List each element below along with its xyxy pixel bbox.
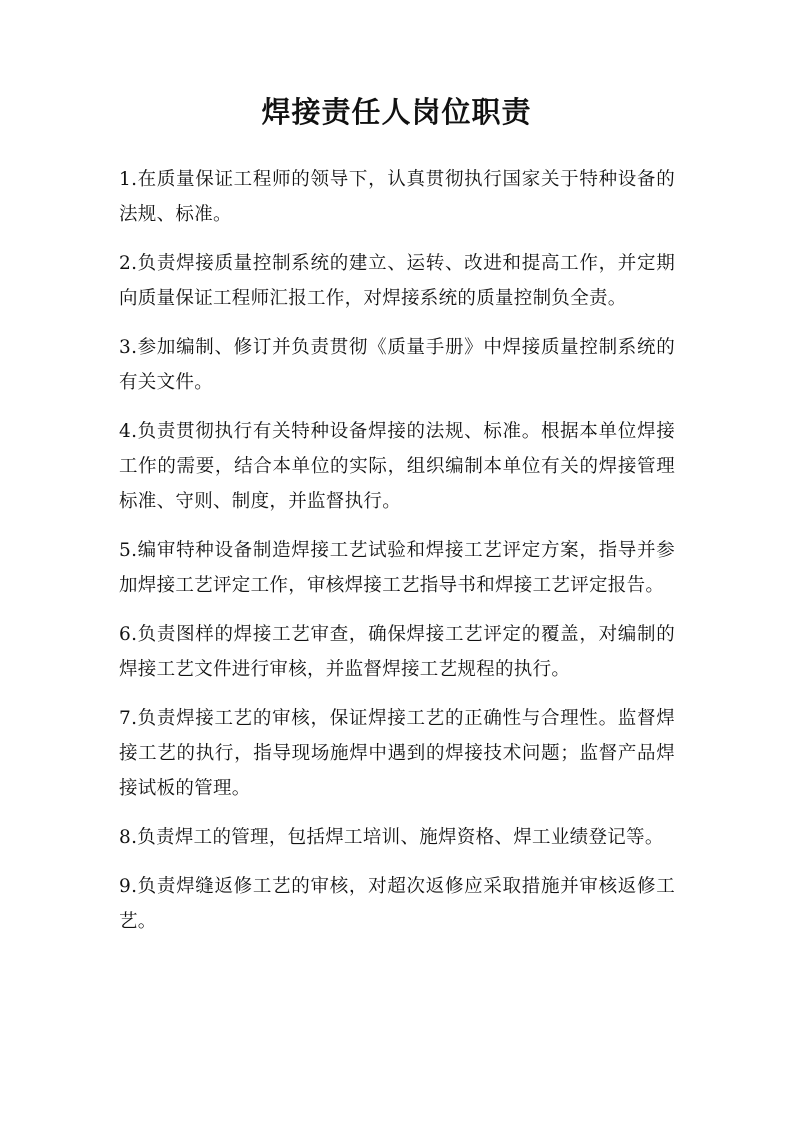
duty-item-2: 2.负责焊接质量控制系统的建立、运转、改进和提高工作，并定期向质量保证工程师汇报工作，对焊接系统的质量控制负全责。 xyxy=(119,253,675,309)
duty-item-3: 3.参加编制、修订并负责贯彻《质量手册》中焊接质量控制系统的有关文件。 xyxy=(119,337,675,393)
duty-item-1: 1.在质量保证工程师的领导下，认真贯彻执行国家关于特种设备的法规、标准。 xyxy=(119,169,675,225)
duty-item-4: 4.负责贯彻执行有关特种设备焊接的法规、标准。根据本单位焊接工作的需要，结合本单位的实际，组织编制本单位有关的焊接管理标准、守则、制度，并监督执行。 xyxy=(119,421,675,512)
duty-item-9: 9.负责焊缝返修工艺的审核，对超次返修应采取措施并审核返修工艺。 xyxy=(119,876,675,932)
duty-item-5: 5.编审特种设备制造焊接工艺试验和焊接工艺评定方案，指导并参加焊接工艺评定工作，审核焊接工艺指导书和焊接工艺评定报告。 xyxy=(119,540,675,596)
duty-item-7: 7.负责焊接工艺的审核，保证焊接工艺的正确性与合理性。监督焊接工艺的执行，指导现场施焊中遇到的焊接技术问题；监督产品焊接试板的管理。 xyxy=(119,708,675,799)
duty-item-8: 8.负责焊工的管理，包括焊工培训、施焊资格、焊工业绩登记等。 xyxy=(119,827,664,848)
document-title: 焊接责任人岗位职责 xyxy=(261,95,532,129)
document-body xyxy=(119,162,675,953)
duty-item-6: 6.负责图样的焊接工艺审查，确保焊接工艺评定的覆盖，对编制的焊接工艺文件进行审核，并监督焊接工艺规程的执行。 xyxy=(119,624,675,680)
